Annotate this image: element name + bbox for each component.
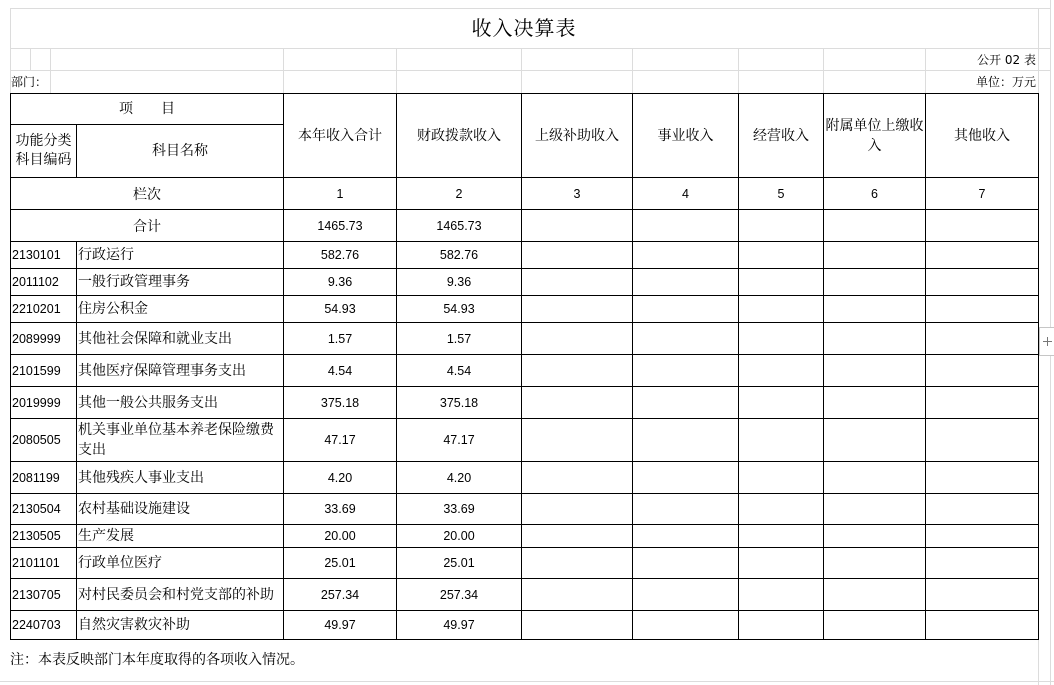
cell-total-income[interactable]: 4.54 [284, 355, 397, 387]
header-col-affiliated-remittance: 附属单位上缴收入 [824, 94, 926, 178]
header-project: 项 目 [11, 94, 284, 125]
item-name-cell[interactable]: 自然灾害救灾补助 [77, 611, 284, 640]
header-item-name: 科目名称 [77, 125, 284, 178]
cell-business-income[interactable] [633, 494, 739, 525]
cell-fiscal-appropriation[interactable]: 9.36 [397, 269, 522, 296]
cell-operating-income[interactable] [739, 548, 824, 579]
total-affiliated-remittance[interactable] [824, 210, 926, 242]
function-code-cell[interactable]: 2101101 [11, 548, 77, 579]
cell-superior-subsidy[interactable] [522, 548, 633, 579]
form-number: 公开 02 表 [977, 53, 1036, 67]
gridline [30, 48, 31, 70]
item-name-cell[interactable]: 行政运行 [77, 242, 284, 269]
table-row [11, 242, 1039, 269]
cell-fiscal-appropriation[interactable]: 4.54 [397, 355, 522, 387]
cell-affiliated-remittance[interactable] [824, 494, 926, 525]
function-code-cell[interactable]: 2240703 [11, 611, 77, 640]
cell-other-income[interactable] [926, 579, 1039, 611]
total-fiscal-appropriation[interactable]: 1465.73 [397, 210, 522, 242]
gridline [632, 48, 633, 93]
function-code-cell[interactable]: 2210201 [11, 296, 77, 323]
column-index-label: 栏次 [11, 178, 284, 210]
cell-affiliated-remittance[interactable] [824, 462, 926, 494]
cell-fiscal-appropriation[interactable]: 1.57 [397, 323, 522, 355]
column-index-7: 7 [926, 178, 1039, 210]
cell-other-income[interactable] [926, 611, 1039, 640]
cell-affiliated-remittance[interactable] [824, 419, 926, 462]
total-row [11, 210, 1039, 242]
gridline [50, 48, 51, 93]
table-row [11, 387, 1039, 419]
gridline [738, 48, 739, 93]
header-function-code-line: 科目编码 [15, 152, 72, 168]
cell-total-income[interactable]: 257.34 [284, 579, 397, 611]
page-title: 收入决算表 [471, 16, 577, 40]
cell-total-income[interactable]: 375.18 [284, 387, 397, 419]
item-name-cell[interactable]: 一般行政管理事务 [77, 269, 284, 296]
cell-business-income[interactable] [633, 323, 739, 355]
gridline [823, 48, 824, 93]
cell-superior-subsidy[interactable] [522, 387, 633, 419]
unit-label: 单位：万元 [975, 75, 1036, 89]
header-col-fiscal-appropriation: 财政拨款收入 [397, 94, 522, 178]
footnote: 注：本表反映部门本年度取得的各项收入情况。 [10, 652, 304, 668]
cell-superior-subsidy[interactable] [522, 323, 633, 355]
cell-business-income[interactable] [633, 462, 739, 494]
total-label: 合计 [11, 210, 284, 242]
cell-other-income[interactable] [926, 296, 1039, 323]
cell-business-income[interactable] [633, 419, 739, 462]
cell-business-income[interactable] [633, 269, 739, 296]
gridline [0, 681, 1054, 682]
cell-operating-income[interactable] [739, 323, 824, 355]
cell-business-income[interactable] [633, 355, 739, 387]
header-col-operating-income: 经营收入 [739, 94, 824, 178]
table-row [11, 419, 1039, 462]
total-operating-income[interactable] [739, 210, 824, 242]
function-code-cell[interactable]: 2019999 [11, 387, 77, 419]
cell-operating-income[interactable] [739, 579, 824, 611]
cell-fiscal-appropriation[interactable]: 582.76 [397, 242, 522, 269]
cell-total-income[interactable]: 25.01 [284, 548, 397, 579]
cell-total-income[interactable]: 4.20 [284, 462, 397, 494]
cell-total-income[interactable]: 54.93 [284, 296, 397, 323]
cell-other-income[interactable] [926, 242, 1039, 269]
department-label: 部门： [11, 71, 49, 93]
table-row [11, 296, 1039, 323]
cell-business-income[interactable] [633, 242, 739, 269]
cell-superior-subsidy[interactable] [522, 494, 633, 525]
cell-affiliated-remittance[interactable] [824, 355, 926, 387]
cell-operating-income[interactable] [739, 296, 824, 323]
cell-fiscal-appropriation[interactable]: 375.18 [397, 387, 522, 419]
table-row [11, 494, 1039, 525]
cell-affiliated-remittance[interactable] [824, 296, 926, 323]
total-superior-subsidy[interactable] [522, 210, 633, 242]
cell-other-income[interactable] [926, 419, 1039, 462]
cell-operating-income[interactable] [739, 525, 824, 548]
header-col-superior-subsidy: 上级补助收入 [522, 94, 633, 178]
cell-business-income[interactable] [633, 387, 739, 419]
cell-affiliated-remittance[interactable] [824, 611, 926, 640]
item-name-cell[interactable]: 行政单位医疗 [77, 548, 284, 579]
table-row [11, 579, 1039, 611]
column-index-4: 4 [633, 178, 739, 210]
cell-business-income[interactable] [633, 579, 739, 611]
item-name-cell[interactable]: 住房公积金 [77, 296, 284, 323]
cell-operating-income[interactable] [739, 242, 824, 269]
gridline [10, 48, 1051, 49]
cell-business-income[interactable] [633, 296, 739, 323]
cell-operating-income[interactable] [739, 419, 824, 462]
cell-total-income[interactable]: 1.57 [284, 323, 397, 355]
function-code-cell[interactable]: 2080505 [11, 419, 77, 462]
function-code-cell[interactable]: 2089999 [11, 323, 77, 355]
cell-operating-income[interactable] [739, 269, 824, 296]
cell-superior-subsidy[interactable] [522, 611, 633, 640]
cell-other-income[interactable] [926, 494, 1039, 525]
cell-fiscal-appropriation[interactable]: 49.97 [397, 611, 522, 640]
cell-business-income[interactable] [633, 525, 739, 548]
column-index-6: 6 [824, 178, 926, 210]
table-row [11, 548, 1039, 579]
cell-superior-subsidy[interactable] [522, 269, 633, 296]
gridline [396, 48, 397, 93]
table-row [11, 525, 1039, 548]
cell-operating-income[interactable] [739, 355, 824, 387]
cell-other-income[interactable] [926, 269, 1039, 296]
cell-fiscal-appropriation[interactable]: 54.93 [397, 296, 522, 323]
item-name-cell[interactable]: 对村民委员会和村党支部的补助 [77, 579, 284, 611]
expand-button[interactable] [1039, 327, 1054, 356]
item-name-cell[interactable]: 其他一般公共服务支出 [77, 387, 284, 419]
total-other-income[interactable] [926, 210, 1039, 242]
table-row [11, 269, 1039, 296]
item-name-cell[interactable]: 其他医疗保障管理事务支出 [77, 355, 284, 387]
cell-affiliated-remittance[interactable] [824, 548, 926, 579]
cell-total-income[interactable]: 49.97 [284, 611, 397, 640]
gridline [283, 48, 284, 93]
cell-fiscal-appropriation[interactable]: 25.01 [397, 548, 522, 579]
cell-superior-subsidy[interactable] [522, 242, 633, 269]
cell-other-income[interactable] [926, 387, 1039, 419]
function-code-cell[interactable]: 2130504 [11, 494, 77, 525]
cell-total-income[interactable]: 9.36 [284, 269, 397, 296]
cell-business-income[interactable] [633, 611, 739, 640]
cell-operating-income[interactable] [739, 494, 824, 525]
function-code-cell[interactable]: 2130505 [11, 525, 77, 548]
cell-total-income[interactable]: 47.17 [284, 419, 397, 462]
header-row [11, 94, 1039, 125]
gridline [925, 48, 926, 93]
cell-superior-subsidy[interactable] [522, 579, 633, 611]
item-name-cell[interactable]: 机关事业单位基本养老保险缴费支出 [77, 419, 284, 462]
gridline [521, 48, 522, 93]
item-name-cell[interactable]: 其他残疾人事业支出 [77, 462, 284, 494]
column-index-1: 1 [284, 178, 397, 210]
column-index-row [11, 178, 1039, 210]
cell-superior-subsidy[interactable] [522, 355, 633, 387]
total-total-income[interactable]: 1465.73 [284, 210, 397, 242]
cell-fiscal-appropriation[interactable]: 20.00 [397, 525, 522, 548]
function-code-cell[interactable]: 2130705 [11, 579, 77, 611]
cell-affiliated-remittance[interactable] [824, 323, 926, 355]
cell-superior-subsidy[interactable] [522, 462, 633, 494]
cell-other-income[interactable] [926, 323, 1039, 355]
cell-superior-subsidy[interactable] [522, 296, 633, 323]
function-code-cell[interactable]: 2011102 [11, 269, 77, 296]
gridline [1038, 639, 1039, 685]
table-body [11, 242, 1039, 640]
plus-icon [1043, 337, 1052, 346]
column-index-2: 2 [397, 178, 522, 210]
cell-other-income[interactable] [926, 462, 1039, 494]
cell-fiscal-appropriation[interactable]: 47.17 [397, 419, 522, 462]
function-code-cell[interactable]: 2101599 [11, 355, 77, 387]
cell-fiscal-appropriation[interactable]: 257.34 [397, 579, 522, 611]
cell-total-income[interactable]: 33.69 [284, 494, 397, 525]
cell-total-income[interactable]: 20.00 [284, 525, 397, 548]
income-table [10, 93, 1039, 640]
cell-affiliated-remittance[interactable] [824, 242, 926, 269]
header-function-code [11, 125, 77, 178]
function-code-cell[interactable]: 2081199 [11, 462, 77, 494]
cell-operating-income[interactable] [739, 611, 824, 640]
function-code-cell[interactable]: 2130101 [11, 242, 77, 269]
cell-business-income[interactable] [633, 548, 739, 579]
header-function-code-line: 功能分类 [15, 133, 72, 149]
gridline [10, 70, 1051, 71]
cell-other-income[interactable] [926, 355, 1039, 387]
header-col-other-income: 其他收入 [926, 94, 1039, 178]
cell-fiscal-appropriation[interactable]: 33.69 [397, 494, 522, 525]
cell-operating-income[interactable] [739, 387, 824, 419]
header-col-total-income: 本年收入合计 [284, 94, 397, 178]
cell-affiliated-remittance[interactable] [824, 579, 926, 611]
item-name-cell[interactable]: 农村基础设施建设 [77, 494, 284, 525]
cell-affiliated-remittance[interactable] [824, 387, 926, 419]
item-name-cell[interactable]: 其他社会保障和就业支出 [77, 323, 284, 355]
table-row [11, 462, 1039, 494]
total-business-income[interactable] [633, 210, 739, 242]
cell-affiliated-remittance[interactable] [824, 525, 926, 548]
cell-superior-subsidy[interactable] [522, 525, 633, 548]
gridline [1038, 8, 1039, 93]
header-col-business-income: 事业收入 [633, 94, 739, 178]
cell-total-income[interactable]: 582.76 [284, 242, 397, 269]
column-index-5: 5 [739, 178, 824, 210]
cell-other-income[interactable] [926, 548, 1039, 579]
cell-superior-subsidy[interactable] [522, 419, 633, 462]
cell-fiscal-appropriation[interactable]: 4.20 [397, 462, 522, 494]
table-row [11, 355, 1039, 387]
table-row [11, 611, 1039, 640]
item-name-cell[interactable]: 生产发展 [77, 525, 284, 548]
cell-other-income[interactable] [926, 525, 1039, 548]
cell-affiliated-remittance[interactable] [824, 269, 926, 296]
cell-operating-income[interactable] [739, 462, 824, 494]
table-row [11, 323, 1039, 355]
column-index-3: 3 [522, 178, 633, 210]
